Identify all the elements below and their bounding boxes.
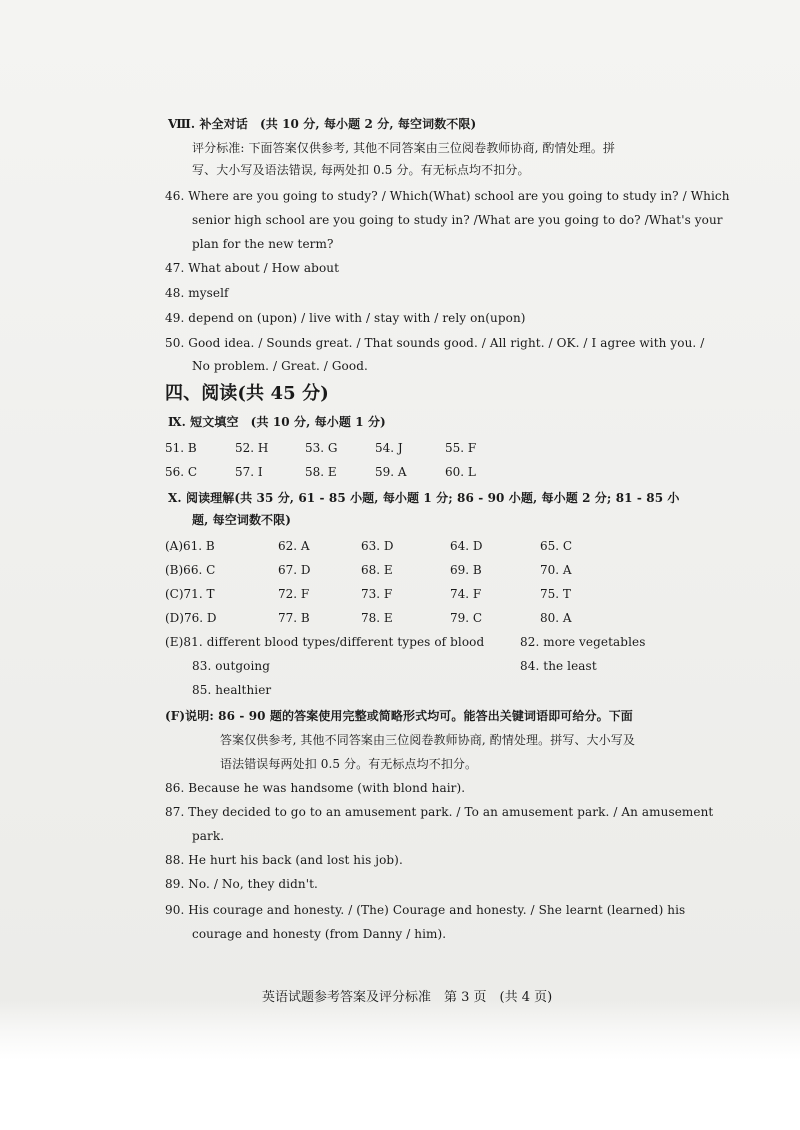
answer-81: (E)81. different blood types/different types of blood: [165, 635, 485, 649]
answer-49: 49. depend on (upon) / live with / stay with / rely on(upon): [165, 311, 526, 325]
answer-50-cont: No problem. / Great. / Good.: [192, 359, 368, 373]
answer-67: 67. D: [278, 563, 311, 577]
answer-90-cont: courage and honesty (from Danny / him).: [192, 927, 447, 941]
answer-60: 60. L: [445, 465, 476, 479]
answer-72: 72. F: [278, 587, 310, 601]
answer-80: 80. A: [540, 611, 572, 625]
answer-68: 68. E: [361, 563, 393, 577]
page-footer: 英语试题参考答案及评分标准 第 3 页 (共 4 页): [262, 990, 553, 1005]
answer-75: 75. T: [540, 587, 571, 601]
section-f-note-cont2: 语法错误每两处扣 0.5 分。有无标点均不扣分。: [220, 757, 478, 771]
answer-62: 62. A: [278, 539, 310, 553]
answer-53: 53. G: [305, 441, 338, 455]
answer-86: 86. Because he was handsome (with blond hair).: [165, 781, 466, 795]
section-9-heading: Ⅸ. 短文填空 (共 10 分, 每小题 1 分): [168, 415, 386, 429]
answer-66: (B)66. C: [165, 563, 216, 577]
section-4-title: 四、阅读(共 45 分): [165, 383, 329, 404]
answer-46-cont: senior high school are you going to study in? /What are you going to do? /What's your: [192, 213, 723, 227]
section-10-heading-cont: 题, 每空词数不限): [192, 513, 292, 527]
answer-61: (A)61. B: [165, 539, 215, 553]
answer-70: 70. A: [540, 563, 572, 577]
answer-58: 58. E: [305, 465, 337, 479]
answer-89: 89. No. / No, they didn't.: [165, 877, 318, 891]
answer-88: 88. He hurt his back (and lost his job).: [165, 853, 403, 867]
answer-56: 56. C: [165, 465, 198, 479]
answer-74: 74. F: [450, 587, 482, 601]
section-f-note: (F)说明: 86 - 90 题的答案使用完整或简略形式均可。能答出关键词语即可给分。下面: [165, 709, 633, 723]
answer-51: 51. B: [165, 441, 197, 455]
answer-57: 57. I: [235, 465, 263, 479]
answer-55: 55. F: [445, 441, 477, 455]
answer-65: 65. C: [540, 539, 573, 553]
section-10-heading: Ⅹ. 阅读理解(共 35 分, 61 - 85 小题, 每小题 1 分; 86 - 90 小题, 每小题 2 分; 81 - 85 小: [168, 491, 680, 505]
answer-87: 87. They decided to go to an amusement park. / To an amusement park. / An amusement: [165, 805, 714, 819]
answer-85: 85. healthier: [192, 683, 272, 697]
answer-87-cont: park.: [192, 829, 225, 843]
answer-46-cont2: plan for the new term?: [192, 237, 334, 251]
answer-83: 83. outgoing: [192, 659, 271, 673]
answer-71: (C)71. T: [165, 587, 215, 601]
answer-54: 54. J: [375, 441, 403, 455]
answer-76: (D)76. D: [165, 611, 217, 625]
answer-52: 52. H: [235, 441, 269, 455]
section-8-criteria: 评分标准: 下面答案仅供参考, 其他不同答案由三位阅卷教师协商, 酌情处理。拼: [192, 141, 616, 155]
answer-84: 84. the least: [520, 659, 597, 673]
section-8-heading: Ⅷ. 补全对话 (共 10 分, 每小题 2 分, 每空词数不限): [168, 117, 477, 131]
answer-82: 82. more vegetables: [520, 635, 646, 649]
section-f-note-cont: 答案仅供参考, 其他不同答案由三位阅卷教师协商, 酌情处理。拼写、大小写及: [220, 733, 635, 747]
answer-63: 63. D: [361, 539, 394, 553]
answer-48: 48. myself: [165, 286, 229, 300]
answer-47: 47. What about / How about: [165, 261, 340, 275]
answer-59: 59. A: [375, 465, 407, 479]
answer-50: 50. Good idea. / Sounds great. / That sounds good. / All right. / OK. / I agree with you. /: [165, 336, 705, 350]
answer-64: 64. D: [450, 539, 483, 553]
answer-79: 79. C: [450, 611, 483, 625]
answer-46: 46. Where are you going to study? / Which(What) school are you going to study in? / Which: [165, 189, 730, 203]
section-8-criteria-cont: 写、大小写及语法错误, 每两处扣 0.5 分。有无标点均不扣分。: [192, 163, 530, 177]
answer-90: 90. His courage and honesty. / (The) Courage and honesty. / She learnt (learned) his: [165, 903, 686, 917]
answer-78: 78. E: [361, 611, 393, 625]
answer-69: 69. B: [450, 563, 482, 577]
answer-77: 77. B: [278, 611, 310, 625]
answer-73: 73. F: [361, 587, 393, 601]
